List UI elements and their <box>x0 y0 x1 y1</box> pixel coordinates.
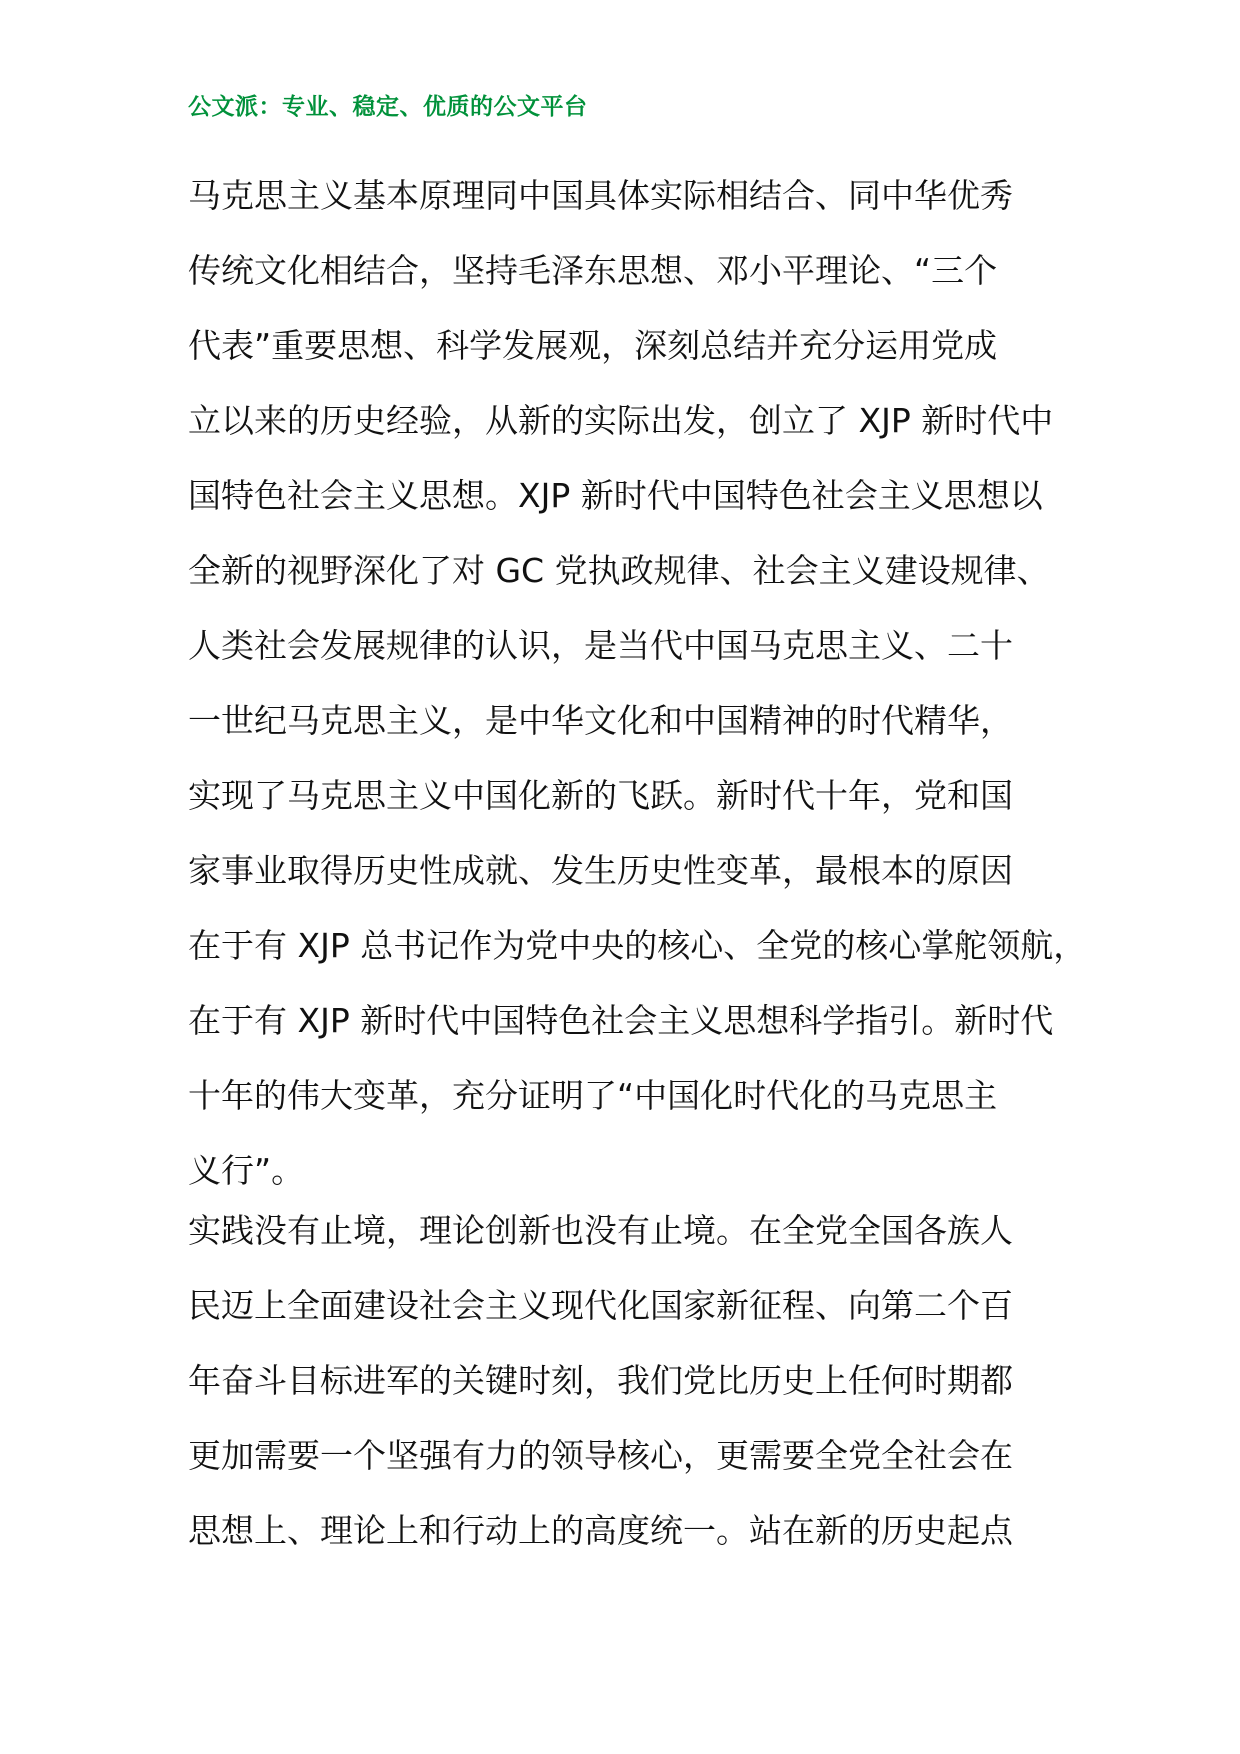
text-line: 更加需要一个坚强有力的领导核心，更需要全党全社会在 <box>188 1436 1013 1475</box>
text-line: 代表”重要思想、科学发展观，深刻总结并充分运用党成 <box>188 326 998 365</box>
text-line: 全新的视野深化了对 GC 党执政规律、社会主义建设规律、 <box>188 551 1050 590</box>
text-line: 义行”。 <box>188 1151 305 1190</box>
text-line: 十年的伟大变革，充分证明了“中国化时代化的马克思主 <box>188 1076 998 1115</box>
text-line: 一世纪马克思主义，是中华文化和中国精神的时代精华， <box>188 701 1013 740</box>
text-line: 马克思主义基本原理同中国具体实际相结合、同中华优秀 <box>188 176 1013 215</box>
text-line: 立以来的历史经验，从新的实际出发，创立了 XJP 新时代中 <box>188 401 1054 440</box>
text-line: 民迈上全面建设社会主义现代化国家新征程、向第二个百 <box>188 1286 1013 1325</box>
text-line: 国特色社会主义思想。XJP 新时代中国特色社会主义思想以 <box>188 476 1043 515</box>
text-line: 年奋斗目标进军的关键时刻，我们党比历史上任何时期都 <box>188 1361 1013 1400</box>
paragraph-1 <box>188 158 1086 1208</box>
text-line: 实践没有止境，理论创新也没有止境。在全党全国各族人 <box>188 1211 1013 1250</box>
text-line: 人类社会发展规律的认识，是当代中国马克思主义、二十 <box>188 626 1013 665</box>
text-line: 传统文化相结合，坚持毛泽东思想、邓小平理论、“三个 <box>188 251 998 290</box>
text-line: 实现了马克思主义中国化新的飞跃。新时代十年，党和国 <box>188 776 1013 815</box>
text-line: 思想上、理论上和行动上的高度统一。站在新的历史起点 <box>188 1511 1013 1550</box>
text-line: 在于有 XJP 总书记作为党中央的核心、全党的核心掌舵领航， <box>188 926 1087 965</box>
page-header: 公文派：专业、稳定、优质的公文平台 <box>188 94 588 120</box>
paragraph-2 <box>188 1193 1013 1568</box>
text-line: 家事业取得历史性成就、发生历史性变革，最根本的原因 <box>188 851 1013 890</box>
text-line: 在于有 XJP 新时代中国特色社会主义思想科学指引。新时代 <box>188 1001 1054 1040</box>
